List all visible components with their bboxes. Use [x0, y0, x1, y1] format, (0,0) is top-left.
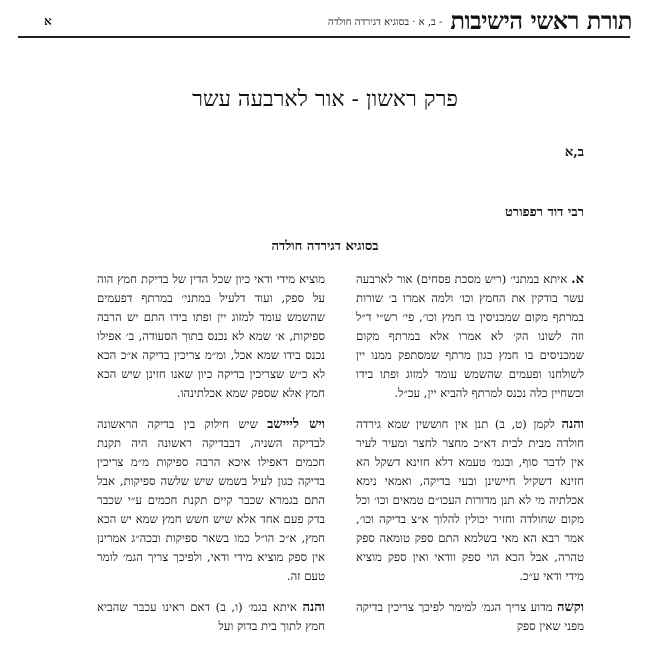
author-name: רבי דוד רפפורט	[504, 205, 584, 220]
paragraph-text: שיש חילוק בין בדיקה הראשונה לבדיקה השניה, דבבדיקה ראשונה היה תקנת חכמים דאפילו איכא הרבה ספיקות מ״מ צריכין בדיקה כגון לעיל בשמש שיש שלשה ספיקות, אבל התם בגמרא שכבר קיים תקנת חכמים ע״י שכבר בדק פעם אחד אלא שיש חשש חמץ שמא יש הכא חמץ, א״כ הו״ל כמו בשאר ספיקות ובכה״ג אמרינן אין ספק מוציא מידי ודאי, ולפיכך צריך הגמ׳ לומר טעם זה.	[97, 417, 325, 583]
paragraph	[97, 270, 325, 403]
paragraph	[97, 415, 325, 586]
right-column	[356, 270, 584, 648]
running-subtitle: - ב, א · בסוגיא דגירדה חולדה	[327, 17, 443, 28]
chapter-title: פרק ראשון - אור לארבעה עשר	[192, 87, 458, 112]
paragraph-lead: וקשה	[557, 600, 584, 615]
paragraph-lead: ויש לייישב	[267, 417, 326, 432]
paragraph-text: לקמן (ט, ב) תנן אין חוששין שמא גירדה חולדה מבית לבית דא״כ מחצר לחצר ומעיר לעיר אין לדבר סוף, ובגמ׳ טעמא דלא חזינא דשקל הא חזינא דשקיל חיישינן ובעי בדיקה, ואמאי נימא אכלתיה מי לא תנן מדורות העכו״ם טמאים וכו׳ וכל מקום שחולדה וחזיר יכולין להלוך א״צ בדיקה וכו׳, אמר רבא הא מאי בשלמא התם ספק טומאה ספק טהרה, אבל הכא הוי ספק וודאי ואין ספק מוציא מידי ודאי ע״כ.	[356, 417, 584, 583]
paragraph-lead: והנה	[302, 600, 326, 615]
running-header	[18, 6, 632, 34]
paragraph-lead: א.	[571, 272, 585, 287]
paragraph-lead: והנה	[561, 417, 584, 432]
left-column	[97, 270, 325, 648]
paragraph	[356, 270, 584, 403]
header-title-group	[328, 8, 632, 34]
paragraph-text: מדוע צריך הגמ׳ למימר לפיכך צריכין בדיקה מפני שאין ספק	[356, 600, 584, 633]
book-title: תורת ראשי הישיבות	[450, 6, 632, 35]
paragraph-text: איתא בגמ׳ (ו, ב) דאם ראינו עכבר שהביא חמץ לתוך בית בדוק ועל	[97, 600, 325, 633]
paragraph-text: איתא במתני׳ (ריש מסכת פסחים) אור לארבעה עשר בודקין את החמץ וכו׳ ולמה אמרו ב׳ שורות במרתף מקום שמכניסין בו חמץ וכו׳, פי׳ רש״י ד״ל וזה לשונו הק׳ לא אמרו אלא במרתף מקום שמכניסים בו חמץ כגון מרתף שמסתפק ממנו יין לשולחנו ופעמים שהשמש עומד למזוג ופתו בידו וכשחיין כלה נכנס למרתף להביא יין, עכ״ל.	[356, 272, 584, 400]
source-reference: ב,א	[564, 145, 584, 160]
paragraph	[356, 415, 584, 586]
paragraph-text: מוציא מידי ודאי כיון שכל הדין של בדיקת חמץ הוה על ספק, ועוד דלעיל במתני׳ במרתף דפעמים שהשמש עומד למזוג יין ופתו בידו התם יש הרבה ספיקות, א׳ שמא לא נכנס בתוך הסעודה, ב׳ אפילו נכנס בידו שמא אכל, ומ״מ צריכין בדיקה א״כ הכא לא כ״ש שצריכין בדיקה כיון שאנו חזינן שיש הכא חמץ אלא שספק שמא אכלתינהו.	[97, 272, 325, 400]
paragraph	[356, 598, 584, 636]
section-title: בסוגיא דגירדה חולדה	[271, 239, 379, 254]
paragraph	[97, 598, 325, 636]
header-rule	[18, 36, 630, 38]
page-number: א	[44, 14, 52, 28]
